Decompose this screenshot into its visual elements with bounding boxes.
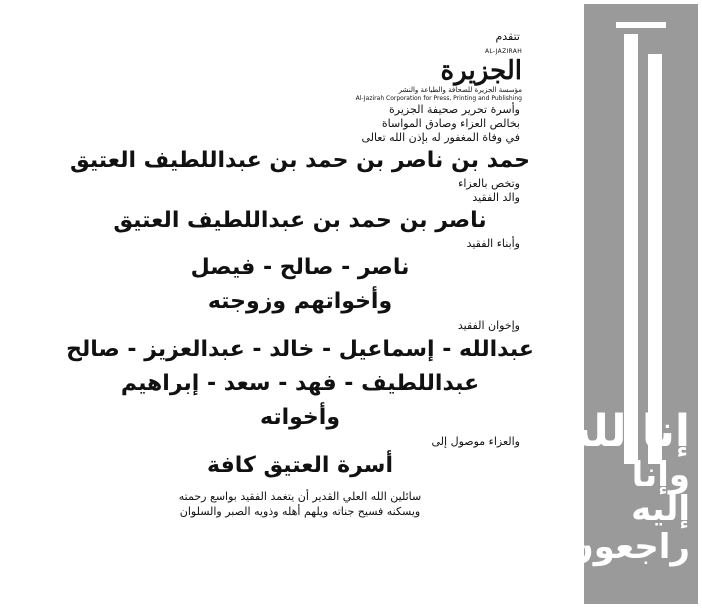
brothers-label: وإخوان الفقيد: [457, 319, 520, 332]
verse-line-2: وإنا إليه: [631, 455, 690, 529]
prayer: [50, 489, 550, 519]
logo-arabic: الجزيرة: [440, 56, 522, 86]
deceased-name: حمد بن ناصر بن حمد بن عبداللطيف العتيق: [69, 148, 530, 173]
extended-label: والعزاء موصول إلى: [431, 435, 520, 448]
brothers-line-2: عبداللطيف - فهد - سعد - إبراهيم: [120, 371, 480, 396]
children-more: وأخواتهم وزوجته: [207, 289, 393, 314]
children-label: وأبناء الفقيد: [466, 237, 520, 250]
deceased-intro: في وفاة المغفور له بإذن الله تعالى: [361, 131, 520, 144]
father-label: والد الفقيد: [472, 191, 520, 204]
father-name: ناصر بن حمد بن عبداللطيف العتيق: [113, 208, 487, 233]
special-label: وتخص بالعزاء: [458, 177, 520, 190]
notice-body: [50, 4, 550, 519]
logo-latin: AL-JAZIRAH: [484, 48, 522, 55]
quran-verse: [564, 406, 690, 567]
decorative-bar: [616, 22, 666, 28]
decorative-alif: [648, 54, 662, 464]
decorative-alif: [624, 34, 638, 464]
prayer-line-2: ويسكنه فسيح جناته ويلهم أهله وذويه الصبر والسلوان: [179, 505, 421, 518]
logo-corp-arabic: مؤسسة الجزيرة للصحافة والطباعة والنشر: [398, 86, 522, 94]
sidebar-banner: [564, 4, 698, 604]
children-names: ناصر - صالح - فيصل: [190, 255, 410, 280]
prayer-line-1: سائلين الله العلي القدير أن يتغمد الفقيد بواسع رحمته: [178, 490, 422, 503]
family-name: أسرة العتيق كافة: [207, 453, 393, 478]
presents-text: تتقدم: [495, 30, 520, 43]
logo-corp-latin: Al-Jazirah Corporation for Press, Printing and Publishing: [355, 95, 522, 102]
verse-line-1: إنا لله: [565, 406, 690, 457]
editorial-text: وأسرة تحرير صحيفة الجزيرة: [389, 103, 520, 116]
logo: [50, 48, 550, 103]
brothers-more: وأخواته: [259, 405, 340, 430]
brothers-line-1: عبدالله - إسماعيل - خالد - عبدالعزيز - صالح: [66, 337, 534, 362]
condolence-text: بخالص العزاء وصادق المواساة: [381, 117, 520, 130]
verse-line-3: راجعون: [564, 527, 690, 567]
